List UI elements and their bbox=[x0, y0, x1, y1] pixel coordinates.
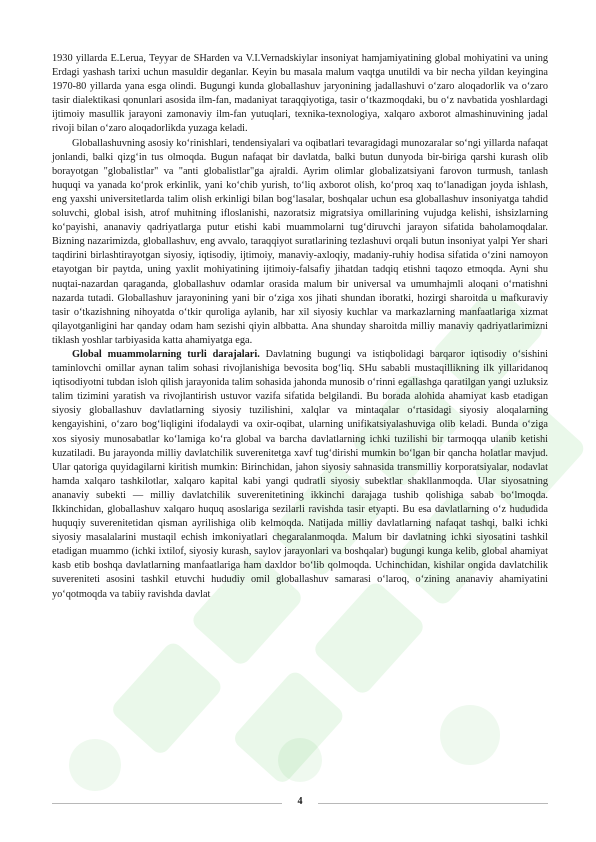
page-footer bbox=[52, 796, 548, 810]
footer-rule-right bbox=[318, 803, 548, 804]
paragraph-text: Davlatning bugungi va istiqbolidagi barqaror iqtisodiy o‘sishini taminlovchi omillar aynan talim sohasi rivojlanishiga bevosita bog‘liq. SHu sababli mustaqillikning ilk yillaridanoq iqtisodiyotni tubdan isloh qilish jarayonida talim sohasida jahonda munosib o‘rinni egallashga qaratilgan yangi uzluksiz talim tizimini yaratish va rivojlantirish ustuvor vazifa sifatida belgilandi. Bu borada alohida ahamiyat kasb etadigan siyosiy globallashuv davlatlarning siyosiy tuzilishini, xalqlar va mintaqalar o‘rtasidagi siyosiy aloqalarning kengayishini, o‘zaro bog‘liqligini ifodalaydi va oxir-oqibat, ularning unifikatsiyalashuviga olib keladi. Bunda o‘ziga xos siyosiy munosabatlar ko‘lamiga ko‘ra global va barcha davlatlarning ichki tuzilishi bir tarmoqqa ulanib ketishi kuzatiladi. Bu jarayonda milliy davlatchilik suverenitetga xavf tug‘dirishi mumkin bo‘lgan bir qancha holatlar mavjud. Ular qatoriga quyidagilarni kiritish mumkin: Birinchidan, jahon siyosiy sahnasida transmilliy korporatsiyalar, nodavlat hamda xalqaro tashkilotlar, xalqaro kapital kabi yangi qudratli siyosiy subektlar shakllanmoqda. Ular siyosatning ananaviy subekti — milliy davlatchilik suverenitetining ikkinchi darajaga tushib qolishiga sabab bo‘lmoqda. Ikkinchidan, globallashuv xalqaro huquq asoslariga sezilarli ravishda tasir etyapti. Bu esa davlatlarning o‘z hududida huquqiy suverenitetidan qisman ayrilishiga olib kelmoqda. Natijada milliy davlatlarning nafaqat tashqi, balki ichki siyosiy masalalarini mustaqil echish imkoniyatlari chegaralanmoqda. Malum bir davlatning ichki siyosatini tashkil etadigan muammo (ichki ixtilof, siyosiy kurash, saylov jarayonlari va boshqalar) bugungi kunga kelib, global ahamiyat kasb etib boshqa davlatlarning manfaatlariga ham daxldor bo‘lib qolmoqda. Uchinchidan, kishilar ongida davlatchilik suvereniteti asosini tashkil etuvchi hududiy omil globallashuv samarasi o‘laroq, o‘zining ananaviy ahamiyatini yo‘qotmoqda va tabiiy ravishda davlat bbox=[52, 348, 548, 600]
paragraph-globalization bbox=[52, 137, 548, 348]
paragraph-heading: Global muammolarning turli darajalari. bbox=[72, 348, 260, 360]
paragraph-text: 1930 yillarda E.Lerua, Teyyar de SHarden va V.I.Vernadskiylar insoniyat hamjamiyatining global mohiyatini va uning Erdagi yashash tarixi uchun masuldir deganlar. Keyin bu masala malum vaqtga unutildi va bir necha yildan keyingina 1970-80 yillarda yana esga olindi. Bugungi kunda globallashuv jaryonining jadallashuvi o‘zaro aloqadorlik va o‘zaro tasir dialektikasi qonunlari asosida ilm-fan, madaniyat taraqqiyotiga, tasir o‘tkazmoqdaki, bu o‘z navbatida yoshlardagi ijtimoiy masullik jarayoni zamonaviy ilm-fan yutuqlari, texnika-texnologiya, xalqaro axborot almashinuvining jadal rivoji bilan o‘zaro aloqadorlikda yuzaga keladi. bbox=[52, 53, 548, 135]
paragraph-global-problems bbox=[52, 348, 548, 602]
paragraph-intro bbox=[52, 52, 548, 137]
page-number: 4 bbox=[297, 796, 303, 807]
document-body bbox=[52, 52, 548, 602]
paragraph-text: Globallashuvning asosiy ko‘rinishlari, tendensiyalari va oqibatlari tevaragidagi munozaralar so‘ngi yillarda nafaqat jonlandi, balki qizg‘in tus olmoqda. Bugun nafaqat bir davlatda, balki butun dunyoda bir-biriga qarshi kurash olib borayotgan "globalistlar" va "anti globalistlar"ga ajraldi. Ayrim olimlar globalizatsiyani farovon turmush, tanlash huquqi va yanada ko‘prok erkinlik, yani ko‘chib yurish, to‘liq axborot olish, ko‘proq xaq to‘lanadigan joyda ishlash, eng yaxshi universitetlarda talim olish erkinligi bilan bog‘lasalar, boshqalar uchun esa globallashuv insoniyatga tahdid soluvchi, global isish, atrof muhitning ifloslanishi, nazoratsiz migratsiya omillarining vujudga kelishi, ishsizlarning ko‘payishi, ananaviy qadriyatlarga putur etishi kabi muammolarni tug‘diruvchi jarayon sifatida baholamoqdalar. Bizning nazarimizda, globallashuv, eng avvalo, taraqqiyot suratlarining tezlashuvi orqali butun insoniyat yalpi Yer shari taqdirini birlashtirayotgan siyosiy, iqtisodiy, ijtimoiy, manaviy-axloqiy, madaniy-ruhiy hodisa sifatida o‘zini namoyon etayotgan bir paytda, uning yaxlit mohiyatining ijtimoiy-falsafiy jihatdan tadqiq etishni taqozo etmoqda. Ayni shu nuqtai-nazardan qaraganda, globallashuv odamlar orasida malum bir universal va umumhajmli aloqani o‘rnatishni nazarda tutadi. Globallashuv jarayonining yani bir o‘ziga xos jihati shundan iboratki, hozirgi sharoitda u mafkuraviy tasir o‘tkazishning nihoyatda o‘tkir quroliga aylanib, har xil siyosiy kuchlar va markazlarning manfaatlariga xizmat qilayotganligini har qanday odam ham sezishi qiyin albbatta. Ana shunday sharoitda milliy manaviy qadriyatlarimizni tiklash yoshlar tarbiyasida katta ahamiyatga ega. bbox=[52, 137, 548, 346]
